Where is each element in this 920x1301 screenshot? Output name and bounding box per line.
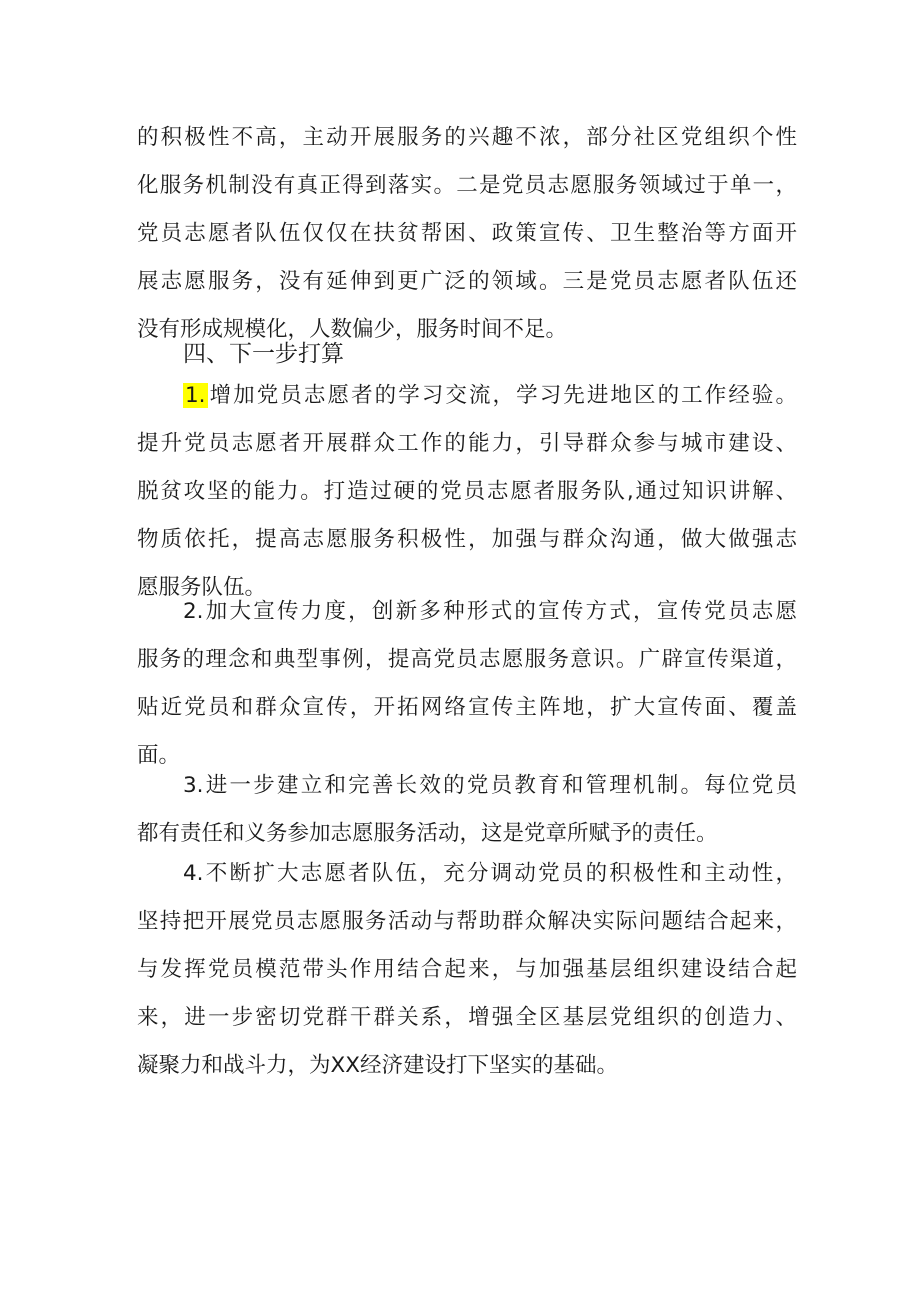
text-line: 提升党员志愿者开展群众工作的能力，引导群众参与城市建设、 [137,431,797,456]
text-line: 物质依托，提高志愿服务积极性，加强与群众沟通，做大做强志 [137,527,797,552]
text-line: 凝聚力和战斗力，为XX经济建设打下坚实的基础。 [137,1053,618,1078]
text-line: 都有责任和义务参加志愿服务活动，这是党章所赋予的责任。 [137,821,718,846]
text-line-content: 增加党员志愿者的学习交流，学习先进地区的工作经验。 [207,383,797,408]
section-heading: 四、下一步打算 [183,341,344,367]
text-line: 脱贫攻坚的能力。打造过硬的党员志愿者服务队,通过知识讲解、 [137,479,797,504]
text-line: 化服务机制没有真正得到落实。二是党员志愿服务领域过于单一， [137,173,797,198]
text-line [137,372,797,420]
text-line: 4.不断扩大志愿者队伍，充分调动党员的积极性和主动性， [183,861,797,886]
text-line: 3.进一步建立和完善长效的党员教育和管理机制。每位党员 [183,773,797,798]
text-line: 来，进一步密切党群干群关系，增强全区基层党组织的创造力、 [137,1005,797,1030]
text-line: 服务的理念和典型事例，提高党员志愿服务意识。广辟宣传渠道， [137,647,797,672]
text-line: 贴近党员和群众宣传，开拓网络宣传主阵地，扩大宣传面、覆盖 [137,695,797,720]
text-line: 没有形成规模化，人数偏少，服务时间不足。 [137,317,568,342]
paragraph-intro [137,114,797,354]
text-line: 愿服务队伍。 [137,575,267,600]
text-line: 2.加大宣传力度，创新多种形式的宣传方式，宣传党员志愿 [183,599,797,624]
paragraph-item-1 [137,372,797,612]
text-line: 展志愿服务，没有延伸到更广泛的领域。三是党员志愿者队伍还 [137,269,797,294]
text-line: 坚持把开展党员志愿服务活动与帮助群众解决实际问题结合起来， [137,909,797,934]
text-line: 党员志愿者队伍仅仅在扶贫帮困、政策宣传、卫生整治等方面开 [137,221,797,246]
text-line: 的积极性不高，主动开展服务的兴趣不浓，部分社区党组织个性 [137,125,797,150]
text-line: 面。 [137,743,181,768]
text-line: 与发挥党员模范带头作用结合起来，与加强基层组织建设结合起 [137,957,797,982]
paragraph-item-3 [137,762,797,858]
highlighted-number: 1. [185,383,206,408]
paragraph-item-2 [137,588,797,780]
paragraph-item-4 [137,850,797,1090]
